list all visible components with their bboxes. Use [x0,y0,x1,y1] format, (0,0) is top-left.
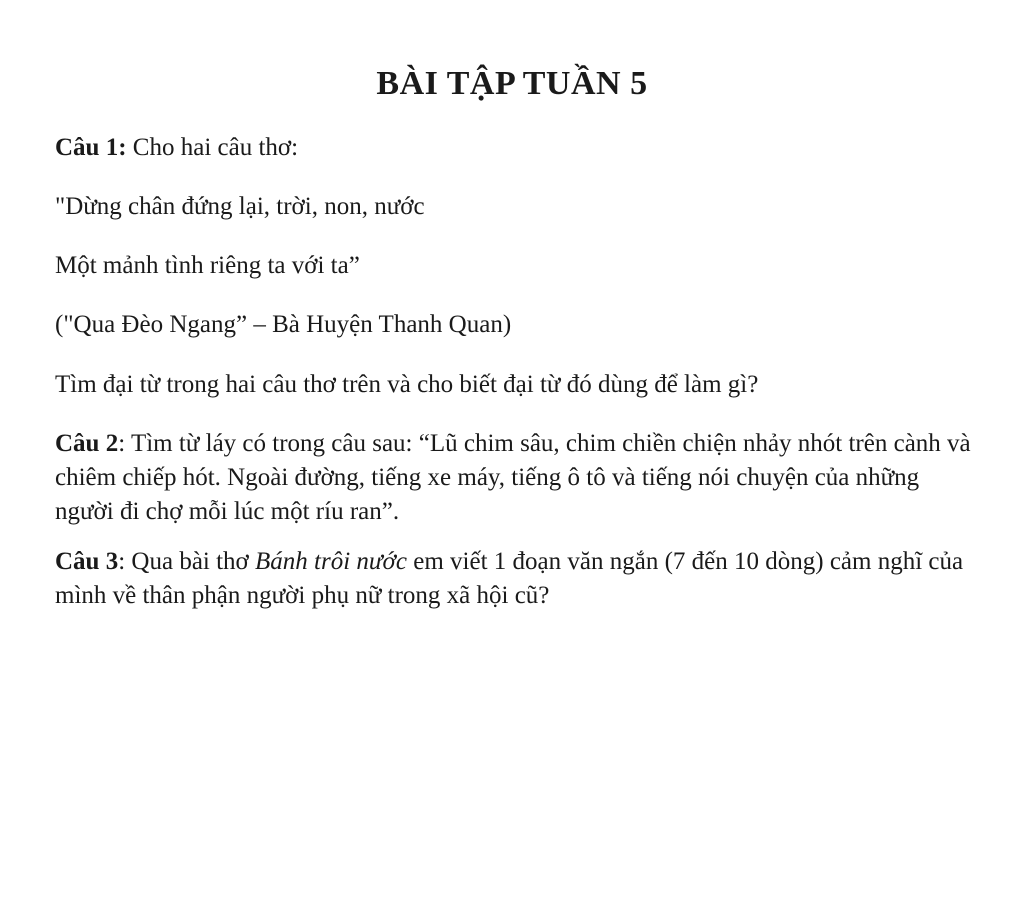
question-1-intro-text: Cho hai câu thơ: [126,134,299,161]
question-3 [55,545,975,613]
question-1-label: Câu 1: [55,134,127,161]
question-2 [55,427,975,529]
verse-source: ("Qua Đèo Ngang” – Bà Huyện Thanh Quan) [55,311,512,338]
verse-line-1: "Dừng chân đứng lại, trời, non, nước [55,193,425,220]
question-2-text: : Tìm từ láy có trong câu sau: “Lũ chim sâu, chim chiền chiện nhảy nhót trên cành và chiêm chiếp hót. Ngoài đường, tiếng xe máy, tiếng ô tô và tiếng nói chuyện của những người đi chợ mỗi lúc một ríu ran”. [55,430,971,525]
question-1-intro [55,131,298,165]
question-1-task: Tìm đại từ trong hai câu thơ trên và cho biết đại từ đó dùng để làm gì? [55,371,759,398]
verse-line-2: Một mảnh tình riêng ta với ta” [55,252,360,279]
question-2-label: Câu 2 [55,430,119,457]
page-title: BÀI TẬP TUẦN 5 [376,65,648,102]
question-3-text-after: em viết 1 đoạn văn ngắn (7 đến 10 dòng) cảm nghĩ của mình về thân phận người phụ nữ trong xã hội cũ? [55,548,964,609]
question-3-text-before: : Qua bài thơ [118,548,256,575]
question-3-label: Câu 3 [55,548,119,575]
poem-title: Bánh trôi nước [255,548,407,575]
